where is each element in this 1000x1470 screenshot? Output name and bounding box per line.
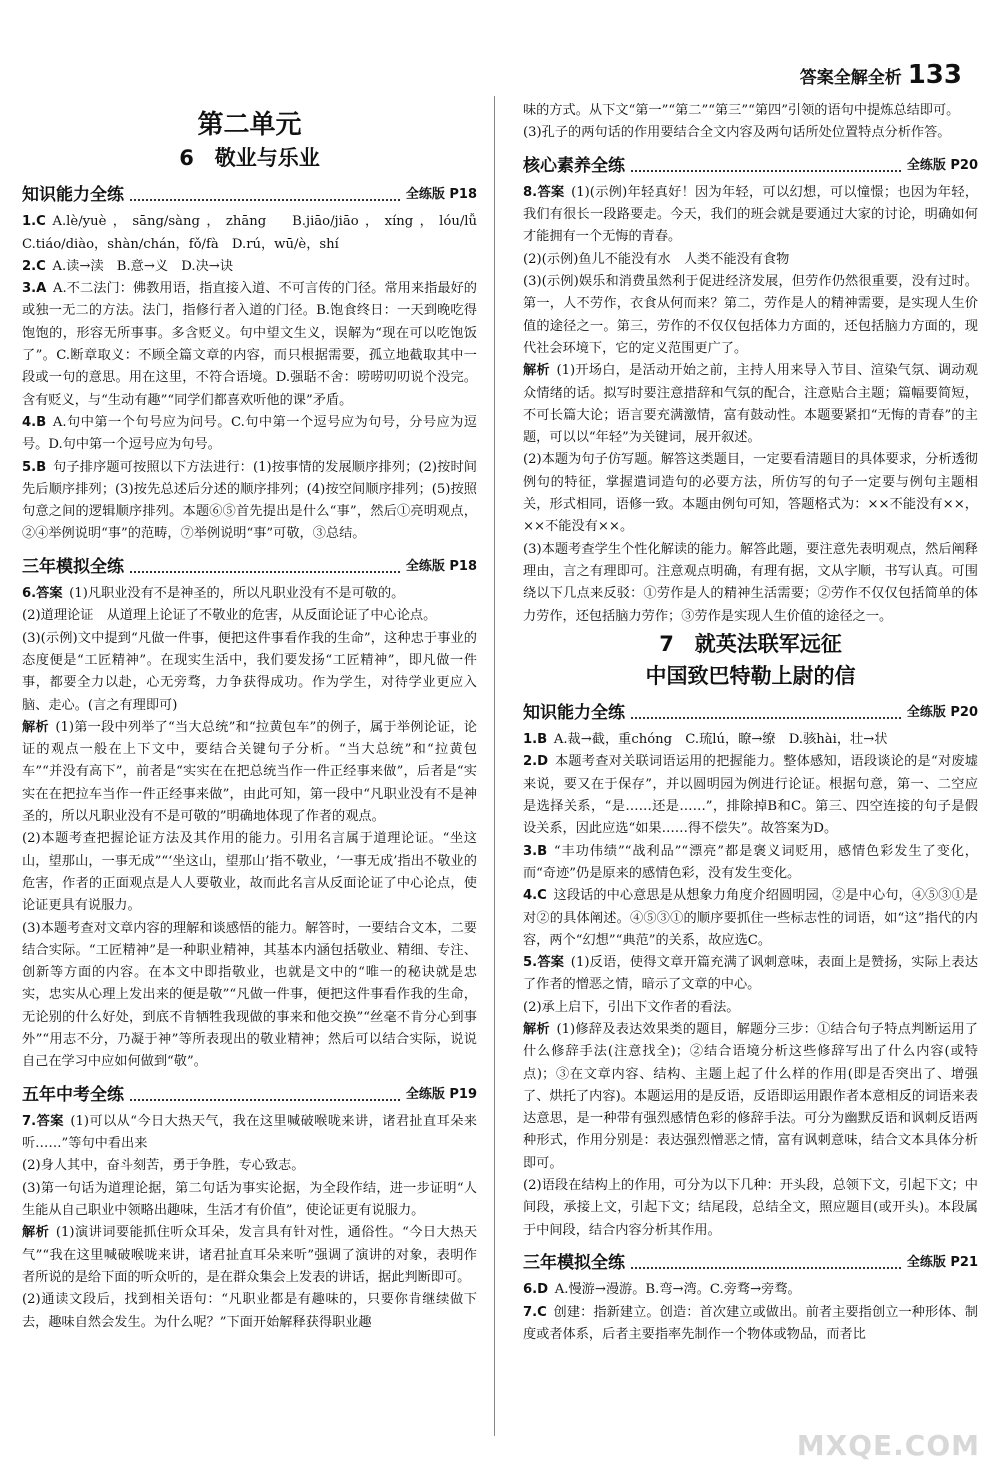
answer-paragraph — [22, 1289, 477, 1334]
answer-paragraph — [22, 583, 477, 605]
dotted-leader — [130, 571, 400, 573]
section-name: 知识能力全练 — [22, 185, 124, 205]
answer-paragraph — [523, 997, 978, 1019]
answer-label: 2.D — [523, 754, 549, 770]
answer-text: (2)通读文段后，找到相关语句：“凡职业都是有趣味的，只要你肯继续做下去，趣味自然会发生。为什么呢？”下面开始解释获得职业趣 — [22, 1292, 477, 1330]
answer-text: (1)可以从“今日大热天气，我在这里喊破喉咙来讲，诸君扯直耳朵来听……”等句中看出来 — [22, 1113, 477, 1152]
section-header — [22, 556, 477, 578]
answer-label: 7.C — [523, 1304, 547, 1320]
section-header — [523, 702, 978, 724]
answer-paragraph — [523, 271, 978, 360]
header-title: 答案全解全析 — [799, 68, 902, 88]
section-header — [523, 1252, 978, 1274]
answer-label: 解析 — [523, 1021, 550, 1037]
answer-paragraph — [22, 412, 477, 457]
answer-paragraph — [523, 885, 978, 952]
answer-text: A.lè/yuè，sāng/sàng，zhāng B.jiāo/jiāo，xíng，lóu/lǚ C.tiáo/diào，shàn/chán，fǒ/fà D.rú，wū/è，shí — [22, 214, 491, 252]
answer-text: (3)本题考查对文章内容的理解和谈感悟的能力。解答时，一要结合文本，二要结合实际。“工匠精神”是一种职业精神，其基本内涵包括敬业、精细、专注、创新等方面的内容。在本文中即指敬业，也就是文中的“唯一的秘诀就是忠实，忠实从心理上发出来的便是敬”“凡做一件事，便把这件事看作我的生命，无论别的什么好处，到底不肯牺牲我现做的事来和他交换”“丝毫不肯分心到事外”“用志不分，乃凝于神”等所表现出的敬业精神；然后可以结合实际，说说自己在学习中应如何做到“敬”。 — [22, 920, 477, 1070]
answer-text: (2)道理论证 从道理上论证了不敬业的危害，从反面论证了中心论点。 — [22, 608, 437, 624]
section-page-ref: 全练版 P21 — [906, 1254, 978, 1270]
section-name: 五年中考全练 — [22, 1084, 124, 1105]
section-name: 三年模拟全练 — [22, 556, 124, 577]
answer-paragraph — [22, 605, 477, 627]
answer-text: (2)(示例)鱼儿不能没有水 人类不能没有食物 — [523, 251, 790, 267]
dotted-leader — [631, 170, 901, 172]
section-page-ref: 全练版 P18 — [405, 558, 477, 574]
answer-text: (1)第一段中列举了“当大总统”和“拉黄包车”的例子，属于举例论证，论证的观点一般在上下文中，要结合关键句子分析。“当大总统”和“拉黄包车”“并没有高下”，前者是“实实在在把总统当作一件正经事来做”，后者是“实实在在把拉车当作一件正经事来做”，由此可知，第一段中“凡职业没有不是神圣的，所以凡职业没有不是可敬的”明确地体现了作者的观点。 — [22, 719, 477, 825]
answer-paragraph — [523, 249, 978, 271]
answer-text: (1)开场白，是活动开始之前，主持人用来导入节目、渲染气氛、调动观众情绪的话。拟写时要注意措辞和气氛的配合，注意贴合主题；篇幅要简短，不可长篇大论；语言要充满激情，富有鼓动性。本题要紧扣“无悔的青春”的主题，可以以“年轻”为关键词，展开叙述。 — [523, 363, 978, 446]
answer-paragraph — [22, 278, 477, 412]
answer-paragraph — [22, 1222, 477, 1289]
answer-label: 4.C — [523, 888, 547, 904]
answer-text: (1)反语，使得文章开篇充满了讽刺意味，表面上是赞扬，实际上表达了作者的憎恶之情，暗示了文章的中心。 — [523, 955, 979, 993]
answer-label: 8.答案 — [523, 184, 565, 200]
page-header — [800, 62, 962, 88]
answer-text: A.不二法门：佛教用语，指直接入道、不可言传的门径。常用来指最好的或独一无二的方法。法门，指修行者入道的门径。B.饱食终日：一天到晚吃得饱饱的，形容无所事事。多含贬义。句中望文生义，误解为“现在可以吃饱饭了”。C.断章取义：不顾全篇文章的内容，而只根据需要，孤立地截取其中一段或一句的意思。用在这里，不符合语境。D.强聒不舍：唠唠叨叨说个没完。含有贬义，与“生动有趣”“同学们都喜欢听他的课”矛盾。 — [22, 281, 477, 408]
answer-text: A.慢游→漫游。B.弯→湾。C.旁骛→旁骛。 — [554, 1282, 801, 1298]
answer-paragraph — [523, 539, 978, 628]
answer-text: (1)演讲词要能抓住听众耳朵，发言具有针对性，通俗性。“今日大热天气”“我在这里喊破喉咙来讲，诸君扯直耳朵来听”强调了演讲的对象，表明作者所说的是给下面的听众听的，是在群众集会上发表的讲话，据此判断即可。 — [22, 1225, 478, 1285]
section-header — [523, 155, 978, 177]
answer-text: A.读→渎 B.意→义 D.决→诀 — [52, 258, 234, 274]
lesson-title: 7 就英法联军远征 — [659, 631, 842, 656]
page-number: 133 — [907, 60, 962, 90]
answer-paragraph — [22, 1178, 477, 1223]
unit-title: 第二单元 — [197, 110, 302, 140]
answer-label: 7.答案 — [22, 1113, 64, 1129]
answer-label: 2.C — [22, 258, 46, 274]
section-page-ref: 全练版 P19 — [405, 1086, 477, 1102]
answer-text: (3)(示例)文中提到“凡做一件事，便把这件事看作我的生命”，这种忠于事业的态度便是“工匠精神”。在现实生活中，我们要发扬“工匠精神”，即凡做一件事，都要全力以赴，心无旁骛，力争获得成功。作为学生，对待学业更应入脑、走心。(言之有理即可) — [22, 630, 477, 713]
section-name: 三年模拟全练 — [523, 1252, 625, 1273]
right-column — [523, 100, 978, 1346]
answer-text: (1)凡职业没有不是神圣的，所以凡职业没有不是可敬的。 — [69, 586, 405, 602]
answer-paragraph — [523, 1019, 978, 1175]
section-page-ref: 全练版 P20 — [906, 157, 978, 173]
answer-paragraph — [22, 211, 491, 256]
answer-label: 6.D — [523, 1282, 549, 1298]
answer-label: 1.B — [523, 732, 548, 748]
answer-label: 解析 — [523, 363, 550, 379]
answer-text: A.裁→截，重chóng C.琉lú，瞭→缭 D.骇hài，壮→状 — [553, 732, 888, 748]
answer-label: 6.答案 — [22, 586, 63, 602]
section-name: 知识能力全练 — [523, 702, 625, 723]
answer-paragraph — [523, 1175, 978, 1242]
answer-paragraph — [523, 449, 978, 538]
watermark: MXQE.COM — [796, 1429, 980, 1462]
answer-paragraph — [22, 717, 477, 828]
left-column — [22, 100, 491, 1334]
answer-text: (2)身人其中，奋斗刻苦，勇于争胜，专心致志。 — [22, 1158, 305, 1174]
answer-paragraph — [523, 122, 978, 144]
answer-text: A.句中第一个句号应为问号。C.句中第一个逗号应为句号，分号应为逗号。D.句中第一个逗号应为句号。 — [22, 414, 477, 453]
answer-paragraph — [22, 918, 477, 1074]
answer-text: 味的方式。从下文“第一”“第二”“第三”“第四”引领的语句中提炼总结即可。 — [523, 103, 960, 118]
answer-text: (1)修辞及表达效果类的题目，解题分三步：①结合句子特点判断运用了什么修辞手法(注意找全)；②结合语境分析这些修辞写出了什么内容(或特点)；③在文章内容、结构、主题上起了什么样的作用(即是否突出了、增强了、烘托了内容)。本题运用的是反语，反语即运用跟作者本意相反的词语来表达意思，是一种带有强烈感情色彩的修辞手法。可分为幽默反语和讽刺反语两种形式，作用分别是：表达强烈憎恶之情，富有讽刺意味，结合文本具体分析即可。 — [523, 1021, 978, 1171]
answer-label: 5.B — [22, 459, 47, 475]
column-divider — [494, 96, 495, 1436]
answer-label: 3.A — [22, 281, 47, 297]
answer-paragraph — [523, 841, 978, 886]
answer-paragraph — [523, 751, 978, 840]
answer-text: “丰功伟绩”“战利品”“漂亮”都是褒义词贬用，感情色彩发生了变化，而“奇迹”仍是原来的感情色彩，没有发生变化。 — [523, 843, 978, 881]
answer-label: 解析 — [22, 1225, 50, 1241]
answer-paragraph — [22, 828, 477, 917]
answer-paragraph — [523, 360, 978, 449]
dotted-leader — [130, 199, 400, 201]
answer-paragraph — [22, 256, 477, 278]
answer-paragraph — [523, 1302, 978, 1347]
answer-paragraph — [523, 729, 978, 751]
section-header — [22, 1084, 477, 1106]
answer-paragraph — [523, 182, 978, 249]
answer-text: (2)本题考查把握论证方法及其作用的能力。引用名言属于道理论证。“坐这山，望那山，一事无成”“‘坐这山，望那山’指不敬业，‘一事无成’指出不敬业的危害，作者的正面观点是人人要敬业，故而此名言从反面论证了中心论点，使论证更具有说服力。 — [22, 831, 477, 914]
answer-paragraph — [22, 628, 477, 717]
dotted-leader — [631, 717, 901, 719]
answer-text: (3)本题考查学生个性化解读的能力。解答此题，要注意先表明观点，然后阐释理由，言之有理即可。注意观点明确，有理有据，文从字顺，书写认真。可围绕以下几点来反驳：①劳作是人的精神生活需要；②劳作不仅仅包括简单的体力劳作，还包括脑力劳作；③劳作是实现人生价值的途径之一。 — [523, 541, 978, 624]
answer-text: (3)第一句话为道理论据，第二句话为事实论据，为全段作结，进一步证明“人生能从自己职业中领略出趣味，生活才有价值”，使论证更有说服力。 — [22, 1180, 477, 1219]
dotted-leader — [631, 1267, 901, 1269]
answer-paragraph — [22, 457, 477, 546]
section-name: 核心素养全练 — [523, 155, 625, 176]
lesson-title: 6 敬业与乐业 — [179, 146, 320, 170]
answer-label: 4.B — [22, 414, 47, 430]
section-page-ref: 全练版 P20 — [906, 704, 978, 720]
answer-text: 这段话的中心意思是从想象力角度介绍圆明园，②是中心句，④⑤③①是对②的具体阐述。④⑤③①的顺序要抓住一些标志性的词语，如“这”指代的内容，两个“幻想”“典范”的关系，故应选C。 — [523, 888, 978, 948]
answer-text: (1)(示例)年轻真好！因为年轻，可以幻想，可以憧憬；也因为年轻，我们有很长一段路要走。今天，我们的班会就是要通过大家的讨论，明确如何才能拥有一个无悔的青春。 — [523, 184, 979, 245]
answer-label: 解析 — [22, 719, 49, 735]
section-page-ref: 全练版 P18 — [405, 187, 477, 202]
answer-paragraph — [523, 1279, 978, 1301]
answer-text: 创建：指新建立。创造：首次建立或做出。前者主要指创立一种形体、制度或者体系，后者主要指率先制作一个物体或物品，而者比 — [523, 1304, 978, 1342]
answer-text: (2)本题为句子仿写题。解答这类题目，一定要看清题目的具体要求，分析透彻例句的特征，掌握遣词造句的必要方法，所仿写的句子一定要与例句主题相关，形式相同，语修一致。本题由例句可知，答题格式为：××不能没有××，××不能没有××。 — [523, 452, 978, 535]
answer-text: 本题考查对关联词语运用的把握能力。整体感知，语段谈论的是“对废墟来说，要又在于保存”，并以圆明园为例进行论证。根据句意，第一、二空应是选择关系，“是……还是……”，排除掉B和C。第三、四空连接的句子是假设关系，因此应选“如果……得不偿失”。故答案为D。 — [523, 754, 978, 837]
answer-label: 1.C — [22, 214, 46, 230]
answer-paragraph — [523, 952, 978, 997]
answer-label: 3.B — [523, 843, 548, 859]
answer-text: (2)承上启下，引出下文作者的看法。 — [523, 999, 740, 1015]
answer-label: 5.答案 — [523, 955, 565, 971]
section-header — [22, 184, 477, 206]
lesson-title: 中国致巴特勒上尉的信 — [645, 663, 856, 688]
answer-paragraph — [22, 1155, 477, 1177]
dotted-leader — [130, 1099, 400, 1101]
answer-text: (3)孔子的两句话的作用要结合全文内容及两句话所处位置特点分析作答。 — [523, 125, 951, 141]
answer-paragraph — [523, 100, 978, 122]
answer-text: (2)语段在结构上的作用，可分为以下几种：开头段，总领下文，引起下文；中间段，承接上文，引起下文；结尾段，总结全文，照应题目(或开头)。本段属于中间段，结合内容分析其作用。 — [523, 1178, 978, 1238]
answer-text: 句子排序题可按照以下方法进行：(1)按事情的发展顺序排列；(2)按时间先后顺序排列；(3)按先总述后分述的顺序排列；(4)按空间顺序排列；(5)按照句意之间的逻辑顺序排列。本题⑥⑤首先提出是什么“事”，然后①亮明观点，②④举例说明“事”的范畴，⑦举例说明“事”可敬，③总结。 — [22, 459, 477, 542]
answer-paragraph — [22, 1111, 477, 1156]
answer-text: (3)(示例)娱乐和消费虽然利于促进经济发展，但劳作仍然很重要，没有过时。第一，人不劳作，衣食从何而来？第二，劳作是人的精神需要，是实现人生价值的途径之一。第三，劳作的不仅仅包括体力方面的，还包括脑力方面的，现代社会环境下，它的定义范围更广了。 — [523, 274, 978, 356]
